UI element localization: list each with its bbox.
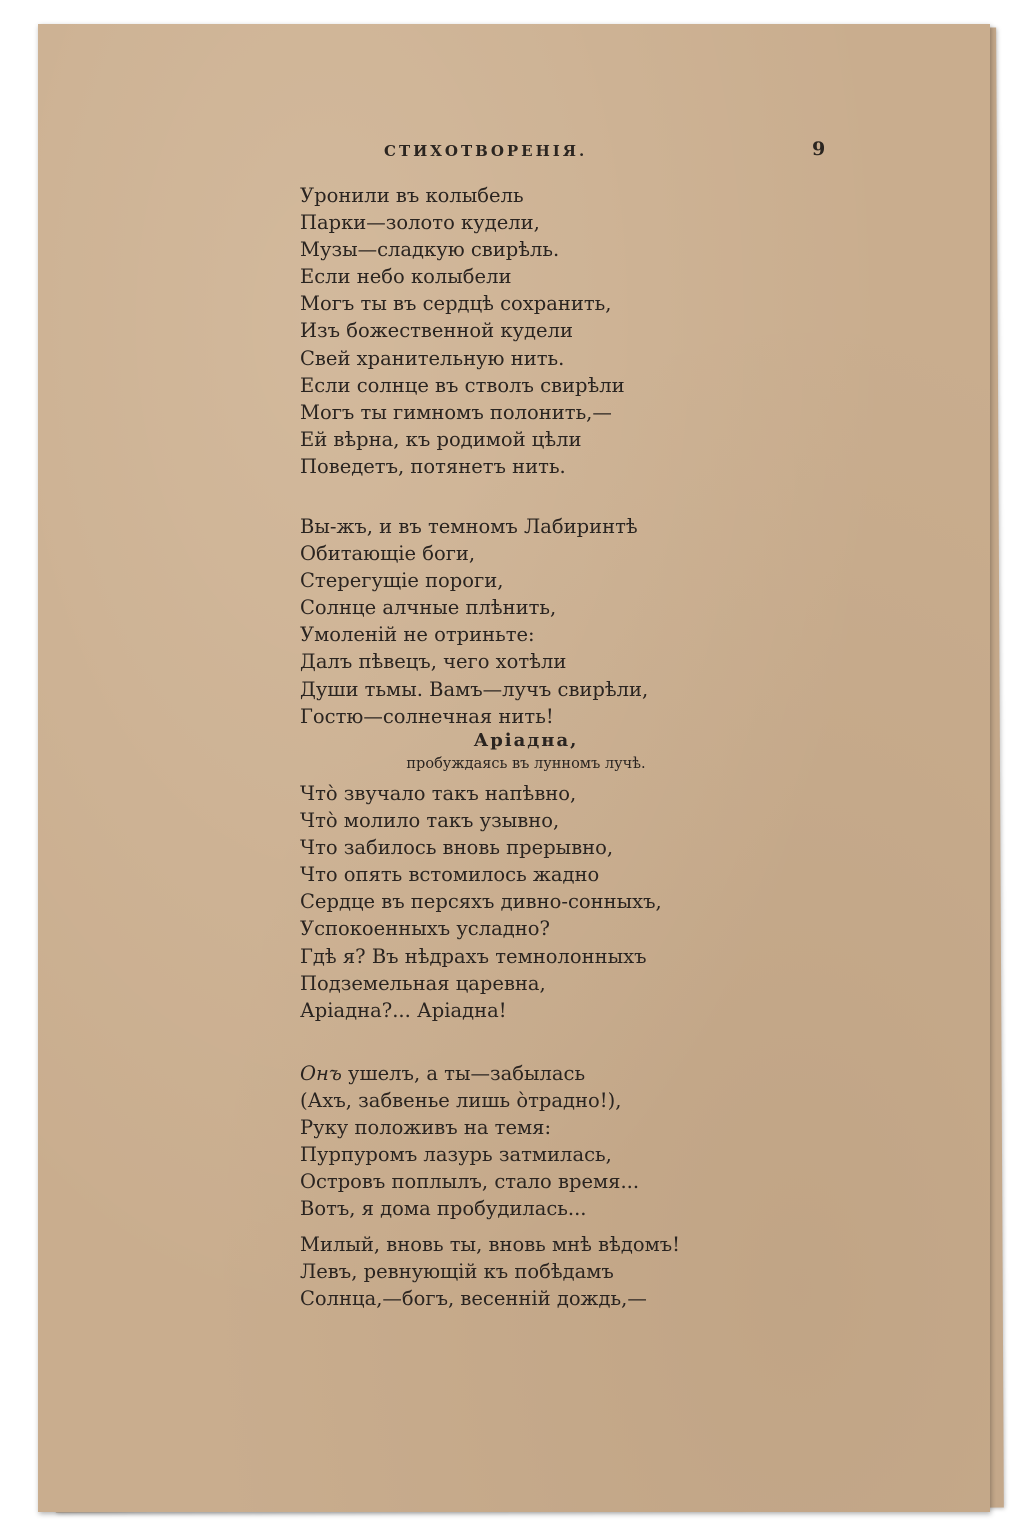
poem-line: Солнце алчные плѣнить, [300,596,557,620]
poem-line: Гостю—солнечная нить! [300,704,554,728]
poem-subtitle: пробуждаясь въ лунномъ лучѣ. [406,756,646,772]
poem-line: Парки—золото кудели, [300,211,540,235]
poem-line: Обитающіе боги, [300,542,476,566]
poem-line: Уронили въ колыбель [300,184,524,207]
poem-line: Руку положивъ на темя: [300,1116,552,1140]
poem-line: Вы-жъ, и въ темномъ Лабиринтѣ [300,515,638,538]
book-page [38,24,990,1512]
poem-line: Успокоенныхъ усладно? [300,917,550,941]
line-rest: ушелъ, а ты—забылась [341,1062,586,1085]
poem-line: Ей вѣрна, къ родимой цѣли [300,427,582,451]
poem-line: Если небо колыбели [300,265,512,289]
poem-line: Островъ поплылъ, стало время... [300,1170,640,1194]
poem-line: Свей хранительную нить. [300,346,565,370]
poem-line: Стерегущіе пороги, [300,569,504,593]
poem-line: Что̀ молило такъ узывно, [300,809,560,833]
poem-line: Изъ божественной кудели [300,319,573,343]
poem-line: Музы—сладкую свирѣль. [300,238,560,262]
poem-stanza-4 [300,1060,820,1223]
poem-line: Далъ пѣвецъ, чего хотѣли [300,650,567,674]
poem-stanza-5 [300,1231,820,1312]
poem-stanza-2 [300,513,820,730]
poem-line: Могъ ты гимномъ полонить,— [300,400,612,424]
poem-line: Могъ ты въ сердцѣ сохранить, [300,292,612,316]
poem-line: Поведетъ, потянетъ нить. [300,454,566,478]
poem-stanza-3 [300,780,820,1024]
poem-stanza-1 [300,182,820,480]
poem-line: Пурпуромъ лазурь затмилась, [300,1143,612,1167]
poem-line: Левъ, ревнующій къ побѣдамъ [300,1260,614,1284]
poem-line: Что забилось вновь прерывно, [300,836,614,860]
poem-line: Что опять встомилось жадно [300,863,600,887]
poem-line: Умоленій не отриньте: [300,623,535,647]
running-title: СТИХОТВОРЕНІЯ. [384,142,588,160]
poem-line [300,1060,820,1087]
poem-line: Гдѣ я? Въ нѣдрахъ темнолонныхъ [300,944,647,968]
poem-line: Милый, вновь ты, вновь мнѣ вѣдомъ! [300,1233,681,1256]
poem-title-block [296,728,756,774]
poem-line: Если солнце въ стволъ свирѣли [300,373,625,397]
italic-word: Онъ [300,1062,342,1085]
poem-line: (Ахъ, забвенье лишь о̀традно!), [300,1089,622,1113]
poem-line: Вотъ, я дома пробудилась... [300,1197,587,1221]
poem-line: Солнца,—богъ, весенній дождь,— [300,1287,647,1311]
poem-line: Аріадна?... Аріадна! [300,998,507,1022]
poem-line: Подземельная царевна, [300,971,546,995]
poem-line: Сердце въ персяхъ дивно-сонныхъ, [300,890,662,914]
poem-title: Аріадна, [473,730,579,751]
poem-line: Души тьмы. Вамъ—лучъ свирѣли, [300,677,649,701]
poem-line: Что̀ звучало такъ напѣвно, [300,782,577,805]
page-number: 9 [812,138,826,160]
